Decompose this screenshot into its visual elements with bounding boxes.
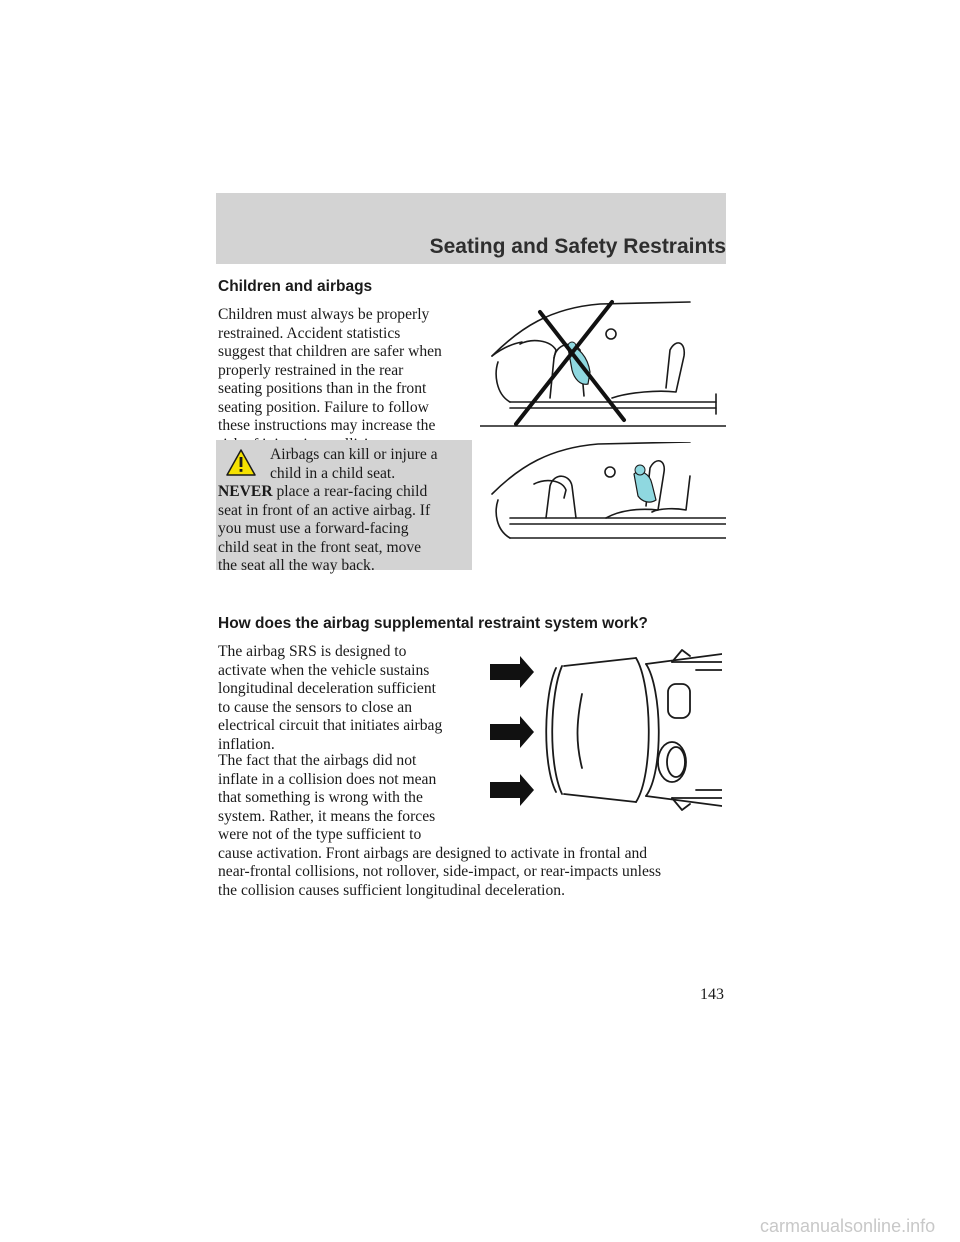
text-line: restrained. Accident statistics (218, 324, 401, 342)
text-line: longitudinal deceleration sufficient (218, 680, 436, 697)
warning-line: child seat in the front seat, move (218, 538, 422, 556)
warning-line: you must use a forward-facing (218, 520, 409, 537)
section-heading-airbag-srs: How does the airbag supplemental restraint system work? (218, 615, 648, 632)
text-line: suggest that children are safer when (218, 343, 442, 360)
page-title: Seating and Safety Restraints (429, 235, 726, 258)
text-line: system. Rather, it means the forces (218, 807, 436, 825)
text-line: The airbag SRS is designed to (218, 643, 407, 660)
text-line: Children must always be properly (218, 306, 430, 323)
text-line: inflate in a collision does not mean (218, 770, 437, 788)
section-heading-children-airbags: Children and airbags (218, 278, 373, 295)
page-number: 143 (700, 986, 724, 1003)
watermark-text: carmanualsonline.info (760, 1216, 936, 1236)
frontal-impact-top-view-illustration (486, 644, 722, 816)
header-band (216, 193, 726, 264)
text-line: cause activation. Front airbags are designed to activate in frontal and (218, 844, 648, 862)
warning-text (218, 446, 438, 576)
text-line: that something is wrong with the (218, 789, 423, 806)
never-emphasis: NEVER (218, 483, 273, 500)
warning-line: seat in front of an active airbag. If (218, 501, 431, 519)
text-line: inflation. (218, 735, 275, 753)
rear-facing-child-seat-front-prohibited-illustration (480, 298, 726, 430)
text-line: these instructions may increase the (218, 417, 436, 434)
text-line: activate when the vehicle sustains (218, 661, 430, 679)
text-line: to cause the sensors to close an (218, 698, 413, 716)
text-line: seating position. Failure to follow (218, 398, 429, 416)
children-airbags-paragraph (218, 306, 442, 454)
impact-arrows (490, 656, 534, 806)
warning-box (216, 440, 472, 574)
text-line: the collision causes sufficient longitudinal deceleration. (218, 881, 566, 899)
warning-line (218, 483, 438, 502)
text-line: near-frontal collisions, not rollover, side-impact, or rear-impacts unless (218, 863, 662, 880)
warning-line: the seat all the way back. (218, 557, 375, 574)
text-line: The fact that the airbags did not (218, 752, 417, 769)
child-seat-rear-illustration (490, 442, 726, 554)
airbag-srs-paragraph-1 (218, 643, 442, 754)
warning-line-rest: place a rear-facing child (276, 483, 428, 500)
text-line: seating positions than in the front (218, 380, 427, 397)
warning-line: Airbags can kill or injure a (270, 446, 438, 463)
text-line: were not of the type sufficient to (218, 826, 422, 843)
text-line: electrical circuit that initiates airbag (218, 717, 443, 734)
text-line: properly restrained in the rear (218, 361, 404, 379)
warning-line: child in a child seat. (270, 464, 396, 482)
